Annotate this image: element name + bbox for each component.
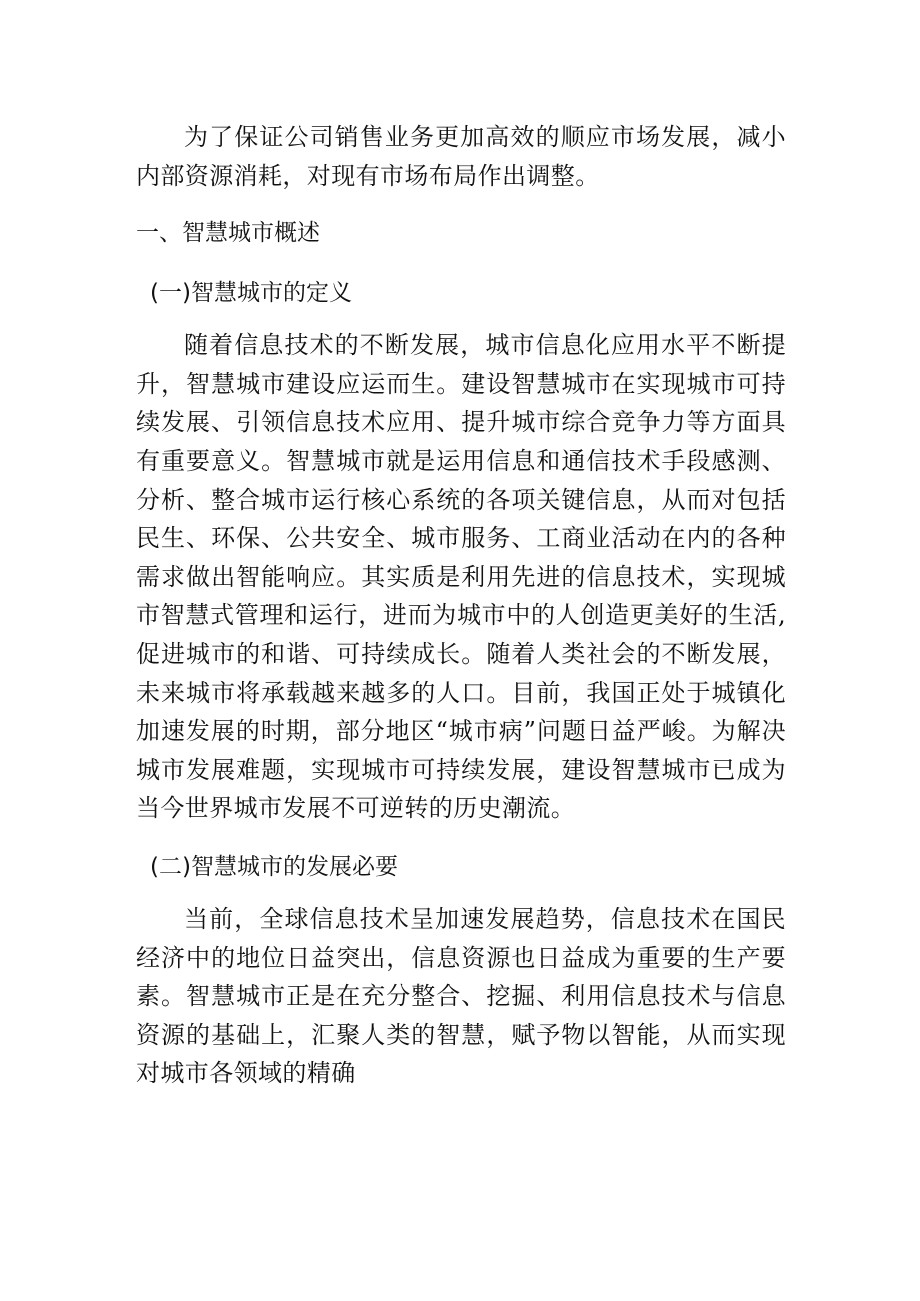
section-heading-overview: 一、智慧城市概述 [136, 220, 320, 247]
necessity-paragraph: 当前，全球信息技术呈加速发展趋势，信息技术在国民经济中的地位日益突出，信息资源也日益成为重要的生产要素。智慧城市正是在充分整合、挖掘、利用信息技术与信息资源的基础上，汇聚人类的智慧，赋予物以智能，从而实现对城市各领域的精确 [136, 904, 786, 1088]
definition-paragraph: 随着信息技术的不断发展，城市信息化应用水平不断提升，智慧城市建设应运而生。建设智慧城市在实现城市可持续发展、引领信息技术应用、提升城市综合竞争力等方面具有重要意义。智慧城市就是运用信息和通信技术手段感测、分析、整合城市运行核心系统的各项关键信息，从而对包括民生、环保、公共安全、城市服务、工商业活动在内的各种需求做出智能响应。其实质是利用先进的信息技术，实现城市智慧式管理和运行，进而为城市中的人创造更美好的生活,促进城市的和谐、可持续成长。随着人类社会的不断发展，未来城市将承载越来越多的人口。目前，我国正处于城镇化加速发展的时期，部分地区“城市病”问题日益严峻。为解决城市发展难题，实现城市可持续发展，建设智慧城市已成为当今世界城市发展不可逆转的历史潮流。 [136, 331, 786, 823]
intro-paragraph: 为了保证公司销售业务更加高效的顺应市场发展，减小内部资源消耗，对现有市场布局作出调整。 [136, 123, 786, 190]
subsection-heading-necessity: (二)智慧城市的发展必要 [150, 853, 398, 880]
subsection-heading-definition: (一)智慧城市的定义 [150, 280, 352, 307]
document-page [136, 118, 786, 1093]
